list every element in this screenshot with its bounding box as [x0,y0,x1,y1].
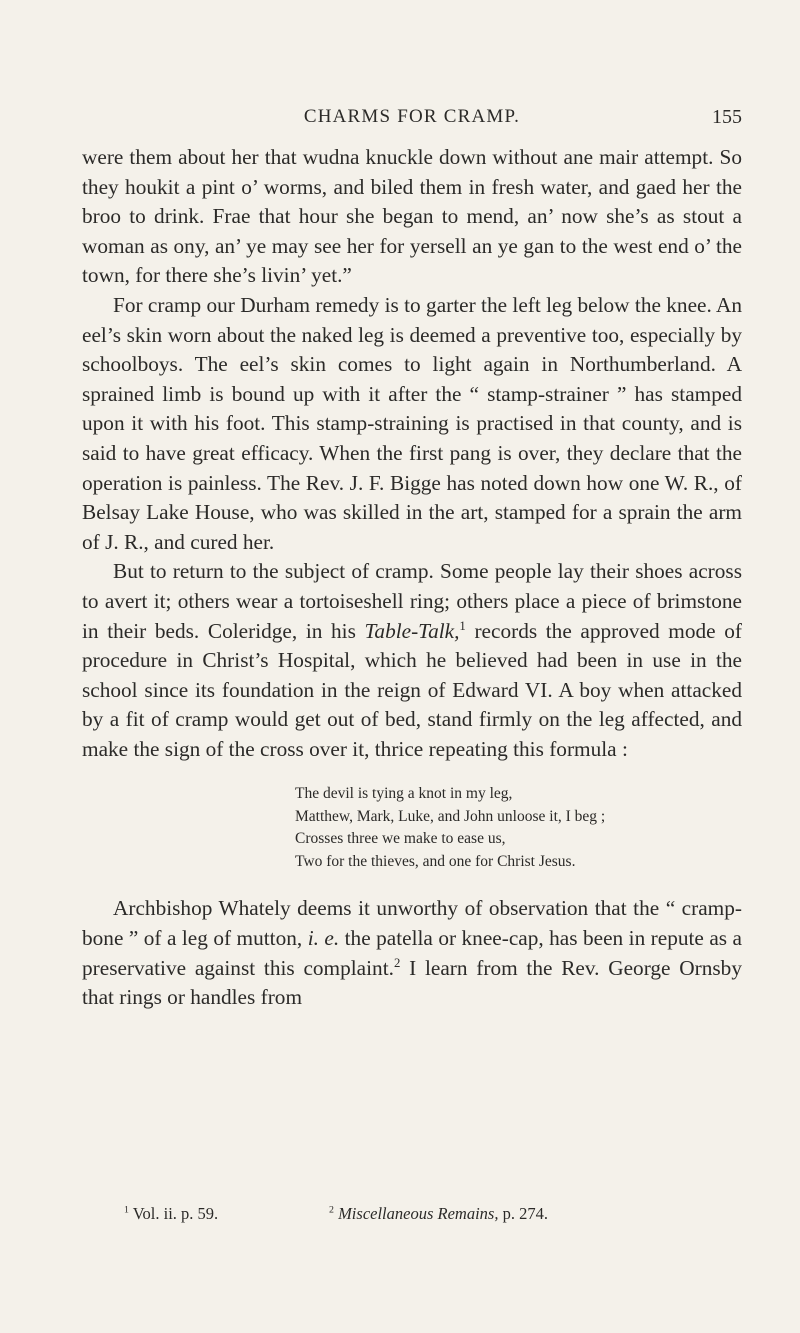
verse-line-2: Matthew, Mark, Luke, and John unloose it, I beg ; [295,807,606,825]
verse-line-3: Crosses three we make to ease us, [295,830,506,848]
paragraph-4 [82,894,742,1012]
running-head [82,104,742,134]
footnote-ref-1: 1 [459,618,466,633]
ie-abbrev: i. e. [307,926,340,951]
paragraph-3-text-a: But to return to the subject of cramp. Some people lay their shoes across to avert it; others wear a tortoiseshell ring; others place a piece of brimstone in their beds. Coleridge, in his [82,559,742,643]
footnote-2-book-title: Miscellaneous Remains, [333,1204,499,1223]
book-title-table-talk: Table-Talk, [364,618,460,643]
footnote-1-text: Vol. ii. p. 59. [128,1204,219,1223]
body-text [82,143,742,1013]
footnote-ref-2: 2 [393,955,401,970]
footnote-2-text: p. 274. [498,1204,548,1223]
paragraph-4-text-a: Archbishop Whately deems it unworthy of observation that the “ cramp-bone ” of a leg of mutton, [82,896,742,951]
paragraph-3-text-b: records the approved mode of procedure in Christ’s Hospital, which he believed had been in use in the school since its foundation in the reign of Edward VI. A boy when attacked by a fit of cramp would get out of bed, stand firmly on the leg affected, and make the sign of the cross over it, thrice repeating this formula : [82,618,743,761]
paragraph-2: For cramp our Durham remedy is to garter the left leg below the knee. An eel’s skin worn about the naked leg is deemed a preventive too, especially by schoolboys. The eel’s skin comes to light again in Northumberland. A sprained limb is bound up with it after the “ stamp-strainer ” has stamped upon it with his foot. This stamp-straining is practised in that county, and is said to have great efficacy. When the first pang is over, they declare that the operation is painless. The Rev. J. F. Bigge has noted down how one W. R., of Belsay Lake House, who was skilled in the art, stamped for a sprain the arm of J. R., and cured her. [82,292,742,554]
verse-line-1: The devil is tying a knot in my leg, [295,785,513,803]
footnote-2 [329,1204,548,1224]
paragraph-3 [82,557,742,764]
verse-line-4: Two for the thieves, and one for Christ Jesus. [295,852,576,870]
footnote-1 [124,1204,218,1224]
footnotes [124,1204,764,1228]
paragraph-4-text-c: I learn from the Rev. George Ornsby that rings or handles from [82,955,742,1010]
footnote-2-mark: 2 [329,1204,334,1216]
running-title: CHARMS FOR CRAMP. [303,106,521,127]
paragraph-4-text-b: the patella or knee-cap, has been in repute as a preservative against this complaint. [82,926,742,980]
footnote-1-mark: 1 [124,1204,129,1216]
page-number: 155 [712,106,742,128]
paragraph-1: were them about her that wudna knuckle down without ane mair attempt. So they houkit a pint o’ worms, and biled them in fresh water, and gaed her the broo to drink. Frae that hour she began to mend, an’ now she’s as stout a woman as ony, an’ ye may see her for yersell an ye gan to the west end o’ the town, for there she’s livin’ yet.” [82,145,742,288]
charm-verse [295,783,742,873]
